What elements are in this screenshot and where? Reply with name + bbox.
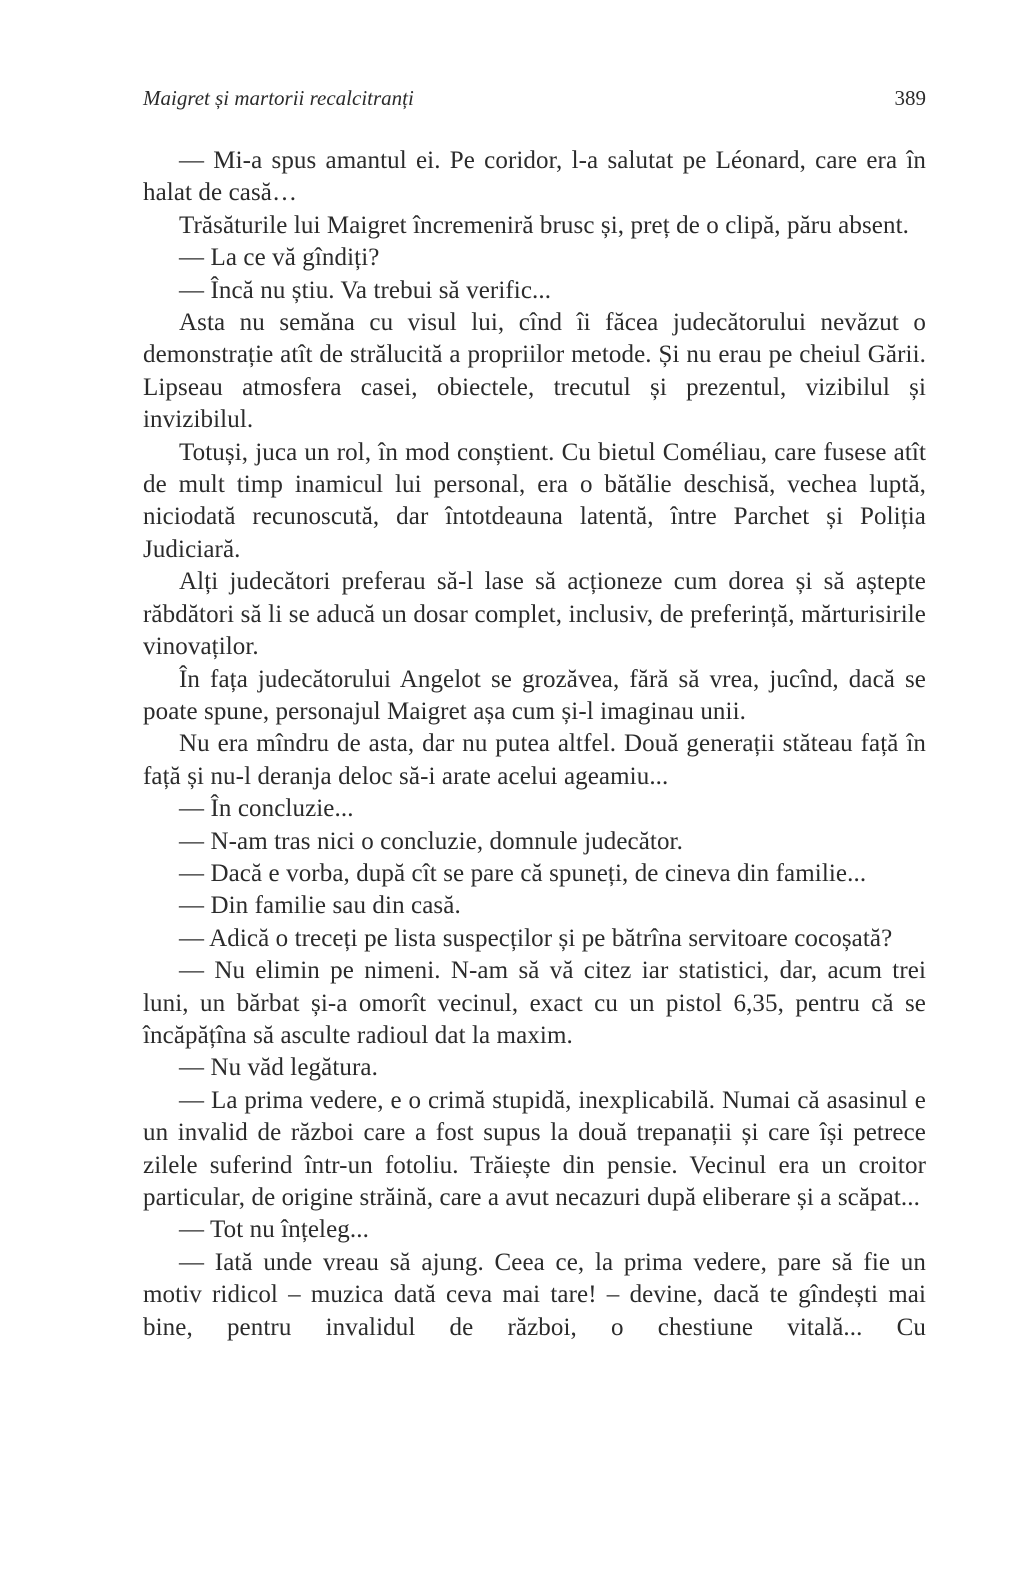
paragraph: Trăsăturile lui Maigret încremeniră brusc și, preț de o clipă, păru absent.: [179, 211, 909, 239]
body-text: [143, 145, 926, 1344]
paragraph: — Nu văd legătura.: [179, 1054, 378, 1082]
paragraph: — Încă nu știu. Va trebui să verific...: [179, 276, 552, 304]
paragraph: Asta nu semăna cu visul lui, cînd îi făcea judecătorului nevăzut o demonstrație atît de strălucită a propriilor metode. Și nu erau pe cheiul Gării. Lipseau atmosfera casei, obiectele, trecutul și prezentul, vizibilul și invizibilul.: [143, 309, 926, 434]
paragraph: Totuși, juca un rol, în mod conștient. Cu bietul Coméliau, care fusese atît de mult timp inamicul lui personal, era o bătălie deschisă, vechea luptă, niciodată recunoscută, dar întotdeauna latentă, între Parchet și Poliția Judiciară.: [143, 438, 926, 563]
page-header: [143, 86, 926, 116]
paragraph: — N-am tras nici o concluzie, domnule judecător.: [179, 827, 683, 855]
paragraph: Alți judecători preferau să-l lase să acționeze cum dorea și să aștepte răbdători să li se aducă un dosar complet, inclusiv, de preferință, mărturisirile vinovaților.: [143, 568, 926, 661]
paragraph: — Nu elimin pe nimeni. N-am să vă citez iar statistici, dar, acum trei luni, un bărbat și-a omorît vecinul, exact cu un pistol 6,35, pentru că se încăpățîna să asculte radioul dat la maxim.: [143, 957, 926, 1049]
paragraph: — Adică o treceți pe lista suspecților și pe bătrîna servitoare cocoșată?: [179, 924, 893, 952]
paragraph: — În concluzie...: [179, 795, 354, 823]
paragraph: — Iată unde vreau să ajung. Ceea ce, la prima vedere, pare să fie un motiv ridicol – muzica dată ceva mai tare! – devine, dacă te gîndești mai bine, pentru invalidul de război, o chestiune vitală... Cu: [143, 1248, 926, 1341]
paragraph: — Mi-a spus amantul ei. Pe coridor, l-a salutat pe Léonard, care era în halat de casă…: [143, 147, 926, 207]
paragraph: — Dacă e vorba, după cît se pare că spuneți, de cineva din familie...: [179, 859, 867, 887]
paragraph: — Din familie sau din casă.: [179, 892, 461, 920]
paragraph: În fața judecătorului Angelot se grozăvea, fără să vrea, jucînd, dacă se poate spune, personajul Maigret așa cum și-l imaginau unii.: [143, 665, 926, 725]
paragraph: — Tot nu înțeleg...: [179, 1216, 369, 1244]
paragraph: — La prima vedere, e o crimă stupidă, inexplicabilă. Numai că asasinul e un invalid de război care a fost supus la două trepanații și care își petrece zilele suferind într-un fotoliu. Trăiește din pensie. Vecinul era un croitor particular, de origine străină, care a avut necazuri după eliberare și a scăpat...: [143, 1086, 926, 1211]
paragraph: Nu era mîndru de asta, dar nu putea altfel. Două generații stăteau față în față și nu-l deranja deloc să-i arate acelui ageamiu...: [143, 730, 926, 790]
running-title: Maigret și martorii recalcitranți: [143, 86, 414, 110]
paragraph: — La ce vă gîndiți?: [179, 244, 380, 272]
page-number: 389: [894, 86, 926, 110]
